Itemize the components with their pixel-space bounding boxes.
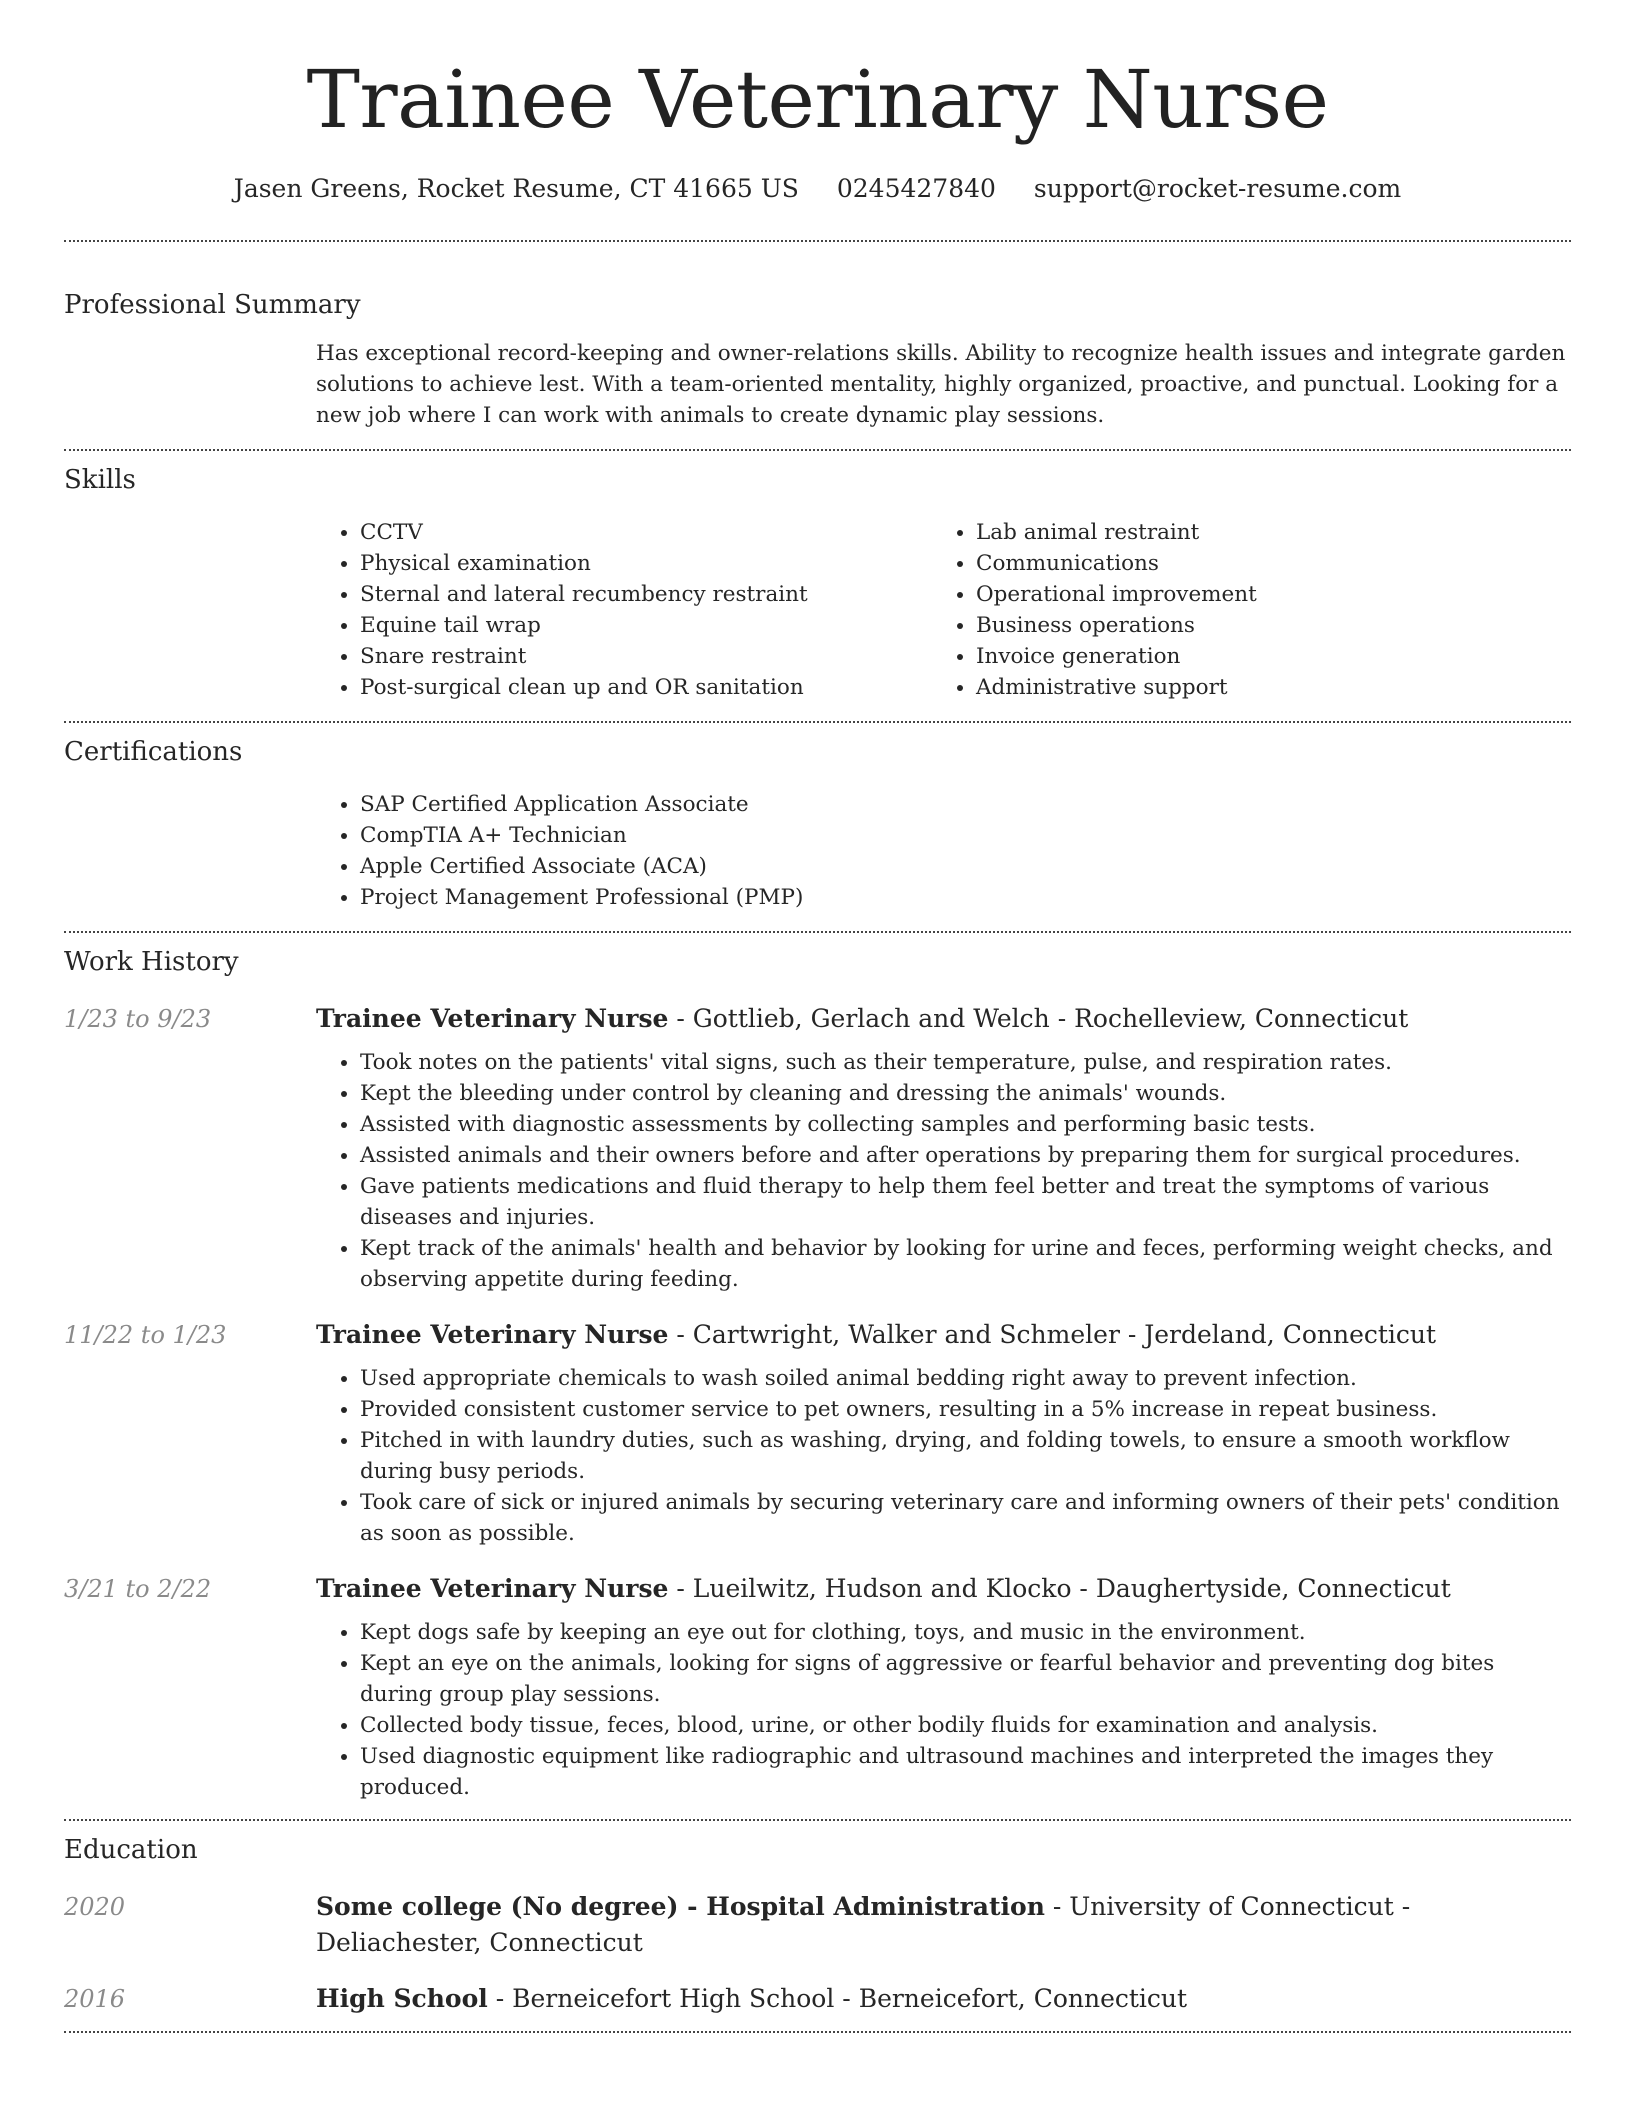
job-title — [316, 1001, 1571, 1037]
resume-page — [64, 0, 1571, 2033]
job-bullet: • Kept dogs safe by keeping an eye out for clothing, toys, and music in the environment. — [360, 1617, 1571, 1648]
job-bullet: • Pitched in with laundry duties, such as washing, drying, and folding towels, to ensure a smooth workflow during busy periods. — [360, 1425, 1571, 1487]
certifications-items — [316, 789, 1571, 913]
skill-item: • Sternal and lateral recumbency restraint — [360, 579, 932, 610]
education-title — [316, 1981, 1571, 2017]
job-bullet: • Used appropriate chemicals to wash soiled animal bedding right away to prevent infection. — [360, 1363, 1571, 1394]
job-role: Trainee Veterinary Nurse — [316, 1004, 669, 1033]
skill-item: • Invoice generation — [976, 641, 1548, 672]
job-bullet: • Used diagnostic equipment like radiographic and ultrasound machines and interpreted the images they produced. — [360, 1741, 1571, 1803]
job-bullet: • Gave patients medications and fluid therapy to help them feel better and treat the symptoms of various diseases and injuries. — [360, 1171, 1571, 1233]
education-school: - Berneicefort High School - Berneicefort, Connecticut — [487, 1984, 1188, 2013]
education-degree: High School — [316, 1984, 488, 2013]
certifications-list — [316, 789, 1571, 913]
job-responsibilities — [316, 1047, 1571, 1295]
education-year: 2016 — [64, 1985, 126, 2013]
job-bullet: • Kept an eye on the animals, looking for signs of aggressive or fearful behavior and preventing dog bites during group play sessions. — [360, 1648, 1571, 1710]
section-divider — [64, 2031, 1571, 2033]
certification-item: • CompTIA A+ Technician — [360, 820, 1571, 851]
education-degree: Some college (No degree) - Hospital Administration — [316, 1892, 1045, 1921]
job-dates: 3/21 to 2/22 — [64, 1575, 212, 1603]
job-entry — [64, 1317, 1571, 1549]
job-bullet: • Assisted animals and their owners before and after operations by preparing them for surgical procedures. — [360, 1140, 1571, 1171]
summary-heading: Professional Summary — [64, 290, 361, 320]
job-title — [316, 1571, 1571, 1607]
education-school: - University of Connecticut - Deliachester, Connecticut — [316, 1892, 1411, 1957]
contact-email: support@rocket-resume.com — [1033, 174, 1402, 203]
job-role: Trainee Veterinary Nurse — [316, 1574, 669, 1603]
job-bullet: • Kept track of the animals' health and behavior by looking for urine and feces, performing weight checks, and observing appetite during feeding. — [360, 1233, 1571, 1295]
job-bullet: • Took notes on the patients' vital signs, such as their temperature, pulse, and respiration rates. — [360, 1047, 1571, 1078]
skills-column-left — [316, 517, 932, 703]
job-entry — [64, 1571, 1571, 1803]
skill-item: • Physical examination — [360, 548, 932, 579]
certification-item: • Apple Certified Associate (ACA) — [360, 851, 1571, 882]
job-bullet: • Collected body tissue, feces, blood, urine, or other bodily fluids for examination and analysis. — [360, 1710, 1571, 1741]
work-history-section — [64, 933, 1571, 1803]
job-bullet: • Provided consistent customer service to pet owners, resulting in a 5% increase in repeat business. — [360, 1394, 1571, 1425]
education-entry — [64, 1889, 1571, 1961]
contact-line — [64, 172, 1571, 206]
education-heading: Education — [64, 1835, 198, 1865]
skill-item: • Operational improvement — [976, 579, 1548, 610]
job-responsibilities — [316, 1363, 1571, 1549]
education-year: 2020 — [64, 1893, 126, 1921]
skill-item: • Snare restraint — [360, 641, 932, 672]
job-dates: 11/22 to 1/23 — [64, 1321, 227, 1349]
skill-item: • CCTV — [360, 517, 932, 548]
certification-item: • Project Management Professional (PMP) — [360, 882, 1571, 913]
summary-text: Has exceptional record-keeping and owner-relations skills. Ability to recognize health issues and integrate garden solutions to achieve lest. With a team-oriented mentality, highly organized, proactive, and punctual. Looking for a new job where I can work with animals to create dynamic play sessions. — [316, 341, 1566, 428]
skills-list — [316, 517, 1571, 703]
job-employer: - Lueilwitz, Hudson and Klocko - Daughertyside, Connecticut — [668, 1574, 1451, 1603]
candidate-name: Trainee Veterinary Nurse — [306, 53, 1329, 146]
skill-item: • Administrative support — [976, 672, 1548, 703]
job-bullet: • Assisted with diagnostic assessments by collecting samples and performing basic tests. — [360, 1109, 1571, 1140]
summary-section — [64, 242, 1571, 431]
contact-address: Jasen Greens, Rocket Resume, CT 41665 US — [233, 174, 799, 203]
certification-item: • SAP Certified Application Associate — [360, 789, 1571, 820]
work-history-entries — [64, 1001, 1571, 1803]
job-entry — [64, 1001, 1571, 1295]
job-responsibilities — [316, 1617, 1571, 1803]
education-section — [64, 1821, 1571, 2017]
job-bullet: • Kept the bleeding under control by cleaning and dressing the animals' wounds. — [360, 1078, 1571, 1109]
education-entry — [64, 1981, 1571, 2017]
education-entries — [64, 1889, 1571, 2017]
skill-item: • Business operations — [976, 610, 1548, 641]
job-role: Trainee Veterinary Nurse — [316, 1320, 669, 1349]
job-employer: - Gottlieb, Gerlach and Welch - Rochelleview, Connecticut — [668, 1004, 1409, 1033]
job-employer: - Cartwright, Walker and Schmeler - Jerdeland, Connecticut — [668, 1320, 1437, 1349]
skill-item: • Equine tail wrap — [360, 610, 932, 641]
skills-column-right — [932, 517, 1548, 703]
work-history-heading: Work History — [64, 947, 239, 977]
contact-phone: 0245427840 — [836, 174, 996, 203]
skills-section — [64, 451, 1571, 703]
education-title — [316, 1889, 1571, 1961]
skills-heading: Skills — [64, 465, 136, 495]
skill-item: • Communications — [976, 548, 1548, 579]
certifications-section — [64, 723, 1571, 913]
skill-item: • Lab animal restraint — [976, 517, 1548, 548]
certifications-heading: Certifications — [64, 737, 243, 767]
skill-item: • Post-surgical clean up and OR sanitation — [360, 672, 932, 703]
job-bullet: • Took care of sick or injured animals by securing veterinary care and informing owners of their pets' condition as soon as possible. — [360, 1487, 1571, 1549]
job-title — [316, 1317, 1571, 1353]
job-dates: 1/23 to 9/23 — [64, 1005, 212, 1033]
